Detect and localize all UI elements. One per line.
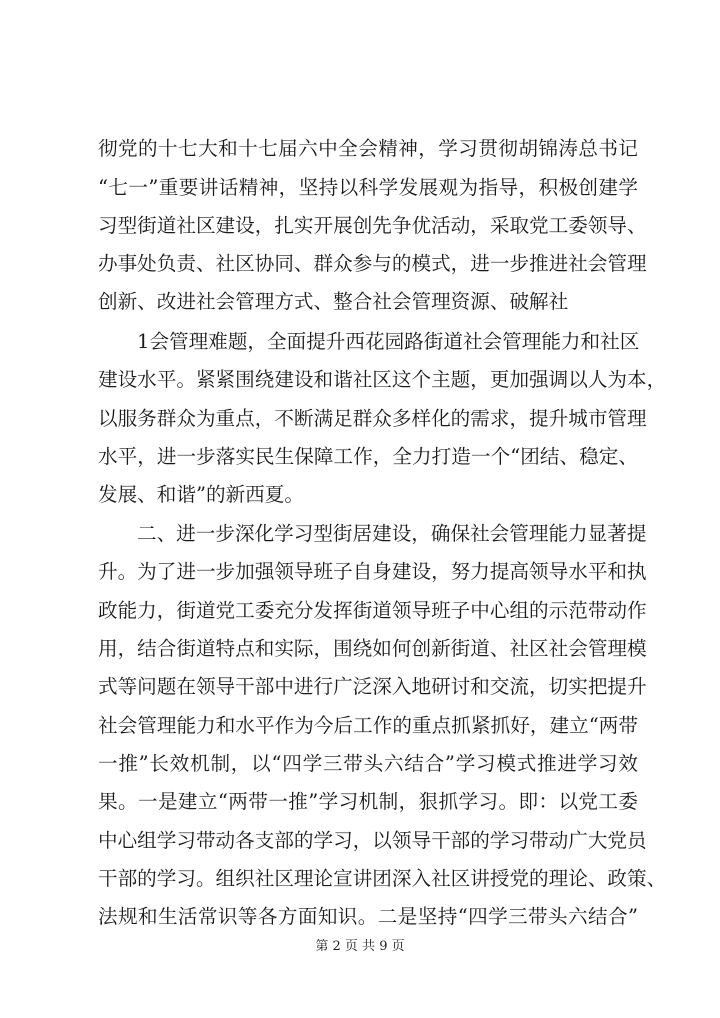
paragraph-1-line-3: 习型街道社区建设，扎实开展创先争优活动，采取党工委领导、	[98, 214, 647, 237]
paragraph-2-line-1: 1会管理难题，全面提升西花园路街道社会管理能力和社区	[137, 330, 640, 353]
paragraph-3-line-7: 一推”长效机制，以“四学三带头六结合”学习模式推进学习效	[98, 752, 638, 775]
paragraph-1-line-2: “七一”重要讲话精神，坚持以科学发展观为指导，积极创建学	[98, 176, 638, 199]
paragraph-3-line-1: 二、进一步深化学习型街居建设，确保社会管理能力显著提	[137, 522, 647, 545]
paragraph-3-line-4: 用，结合街道特点和实际，围绕如何创新街道、社区社会管理模	[98, 637, 647, 660]
paragraph-3-line-2: 升。为了进一步加强领导班子自身建设，努力提高领导水平和执	[98, 560, 647, 583]
paragraph-2-line-2: 建设水平。紧紧围绕建设和谐社区这个主题，更加强调以人为本，	[98, 368, 667, 391]
paragraph-2-line-5: 发展、和谐”的新西夏。	[98, 483, 304, 506]
paragraph-2-line-4: 水平，进一步落实民生保障工作，全力打造一个“团结、稳定、	[98, 445, 638, 468]
paragraph-1-line-5: 创新、改进社会管理方式、整合社会管理资源、破解社	[98, 290, 569, 313]
paragraph-3-line-8: 果。一是建立“两带一推”学习机制，狠抓学习。即：以党工委	[98, 790, 638, 813]
paragraph-3-line-3: 政能力，街道党工委充分发挥街道领导班子中心组的示范带动作	[98, 599, 647, 622]
paragraph-2-line-3: 以服务群众为重点，不断满足群众多样化的需求，提升城市管理	[98, 407, 647, 430]
paragraph-3-line-10: 干部的学习。组织社区理论宣讲团深入社区讲授党的理论、政策、	[98, 867, 667, 890]
page-number-footer: 第 2 页 共 9 页	[315, 939, 405, 954]
paragraph-3-line-9: 中心组学习带动各支部的学习，以领导干部的学习带动广大党员	[98, 829, 647, 852]
paragraph-1-line-4: 办事处负责、社区协同、群众参与的模式，进一步推进社会管理	[98, 252, 647, 275]
paragraph-3-line-6: 社会管理能力和水平作为今后工作的重点抓紧抓好，建立“两带	[98, 714, 638, 737]
paragraph-3-line-5: 式等问题在领导干部中进行广泛深入地研讨和交流，切实把提升	[98, 675, 647, 698]
paragraph-1-line-1: 彻党的十七大和十七届六中全会精神，学习贯彻胡锦涛总书记	[98, 137, 638, 160]
paragraph-3-line-11: 法规和生活常识等各方面知识。二是坚持“四学三带头六结合”	[98, 905, 638, 928]
